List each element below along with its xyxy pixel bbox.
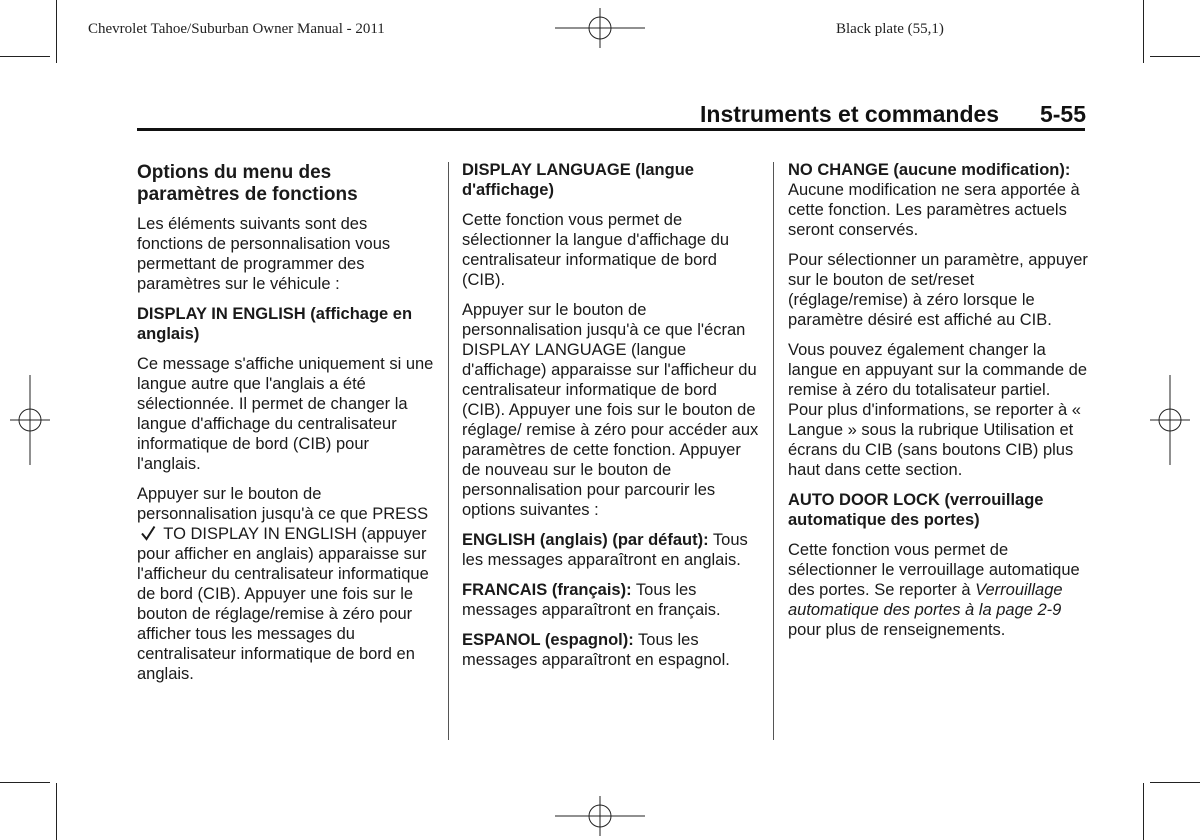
option-espanol [462,630,760,670]
column-2 [462,160,760,680]
crop-mark [1150,56,1200,57]
checkmark-icon [139,524,157,542]
select-paragraph: Pour sélectionner un paramètre, appuyer sur le bouton de set/reset (réglage/remise) à zéro lorsque le paramètre désiré est affiché au CIB. [788,251,1088,329]
press-text-after: TO DISPLAY IN ENGLISH (appuyer pour afficher en anglais) apparaisse sur l'afficheur du centralisateur informatique de bord (CIB). Appuyer une fois sur le bouton de réglage/remise à zéro pour afficher tous les messages du centralisateur informatique de bord en anglais. [137,525,429,683]
plate-right-text: Black plate (55,1) [836,21,944,37]
crop-mark [56,0,57,63]
option-espanol-text: Tous les messages apparaîtront en espagnol. [462,631,730,669]
registration-mark-icon [10,375,50,465]
crop-mark [0,782,50,783]
option-francais-text: Tous les messages apparaîtront en français. [462,581,721,619]
option-english-label: ENGLISH (anglais) (par défaut): [462,531,709,549]
cross-reference-link[interactable]: Verrouillage automatique des portes à la page 2-9 [788,581,1063,619]
column-divider [448,162,449,740]
crop-mark [1143,783,1144,840]
plate-left-text: Chevrolet Tahoe/Suburban Owner Manual - 2011 [88,21,385,37]
registration-mark-icon [555,8,645,48]
registration-mark-icon [1150,375,1190,465]
crop-mark [0,56,50,57]
header-rule [137,128,1085,131]
subheading-auto-door-lock: AUTO DOOR LOCK (verrouillage automatique des portes) [788,491,1044,529]
option-francais [462,580,760,620]
crop-mark [1143,0,1144,63]
crop-mark [56,783,57,840]
section-title: Instruments et commandes [700,101,1000,127]
option-no-change-text: Aucune modification ne sera apportée à cette fonction. Les paramètres actuels seront conservés. [788,181,1080,239]
also-paragraph: Vous pouvez également changer la langue en appuyant sur la commande de remise à zéro du totalisateur partiel. Pour plus d'informations, se reporter à « Langue » sous la rubrique Utilisation et écrans du CIB (sans boutons CIB) plus haut dans cette section. [788,341,1088,479]
intro-paragraph: Les éléments suivants sont des fonctions de personnalisation vous permettant de programmer des paramètres sur le véhicule : [137,215,391,293]
subheading-display-english: DISPLAY IN ENGLISH (affichage en anglais) [137,305,413,343]
registration-mark-icon [555,796,645,836]
press-text-before: Appuyer sur le bouton de personnalisation jusqu'à ce que PRESS [137,485,429,523]
option-english-text: Tous les messages apparaîtront en anglais. [462,531,748,569]
page-number: 5-55 [1039,101,1086,127]
auto-door-lock-paragraph [788,540,1088,640]
display-english-paragraph: Ce message s'affiche uniquement si une langue autre que l'anglais a été sélectionnée. Il permet de changer la langue d'affichage du centralisateur informatique de bord (CIB) pour l'anglais. [137,355,434,473]
subheading-display-language: DISPLAY LANGUAGE (langue d'affichage) [462,161,694,199]
column-divider [773,162,774,740]
option-no-change-label: NO CHANGE (aucune modification): [788,161,1071,179]
page-header [700,101,1086,128]
auto-door-lock-text-before: Cette fonction vous permet de sélectionner le verrouillage automatique des portes. Se reporter à [788,541,1080,599]
section-heading: Options du menu des paramètres de fonctions [137,162,358,205]
crop-mark [1150,782,1200,783]
option-francais-label: FRANCAIS (français): [462,581,632,599]
auto-door-lock-text-after: pour plus de renseignements. [788,621,1006,639]
display-language-press: Appuyer sur le bouton de personnalisation jusqu'à ce que l'écran DISPLAY LANGUAGE (langue d'affichage) apparaisse sur l'afficheur du centralisateur informatique de bord (CIB). Appuyer une fois sur le bouton de réglage/ remise à zéro pour accéder aux paramètres de cette fonction. Appuyer de nouveau sur le bouton de personnalisation pour parcourir les options suivantes : [462,301,759,519]
column-1 [137,160,435,694]
option-no-change [788,160,1088,240]
option-english [462,530,760,570]
display-language-intro: Cette fonction vous permet de sélectionner la langue d'affichage du centralisateur informatique de bord (CIB). [462,211,730,289]
press-paragraph [137,484,435,684]
option-espanol-label: ESPANOL (espagnol): [462,631,634,649]
column-3 [788,160,1088,650]
